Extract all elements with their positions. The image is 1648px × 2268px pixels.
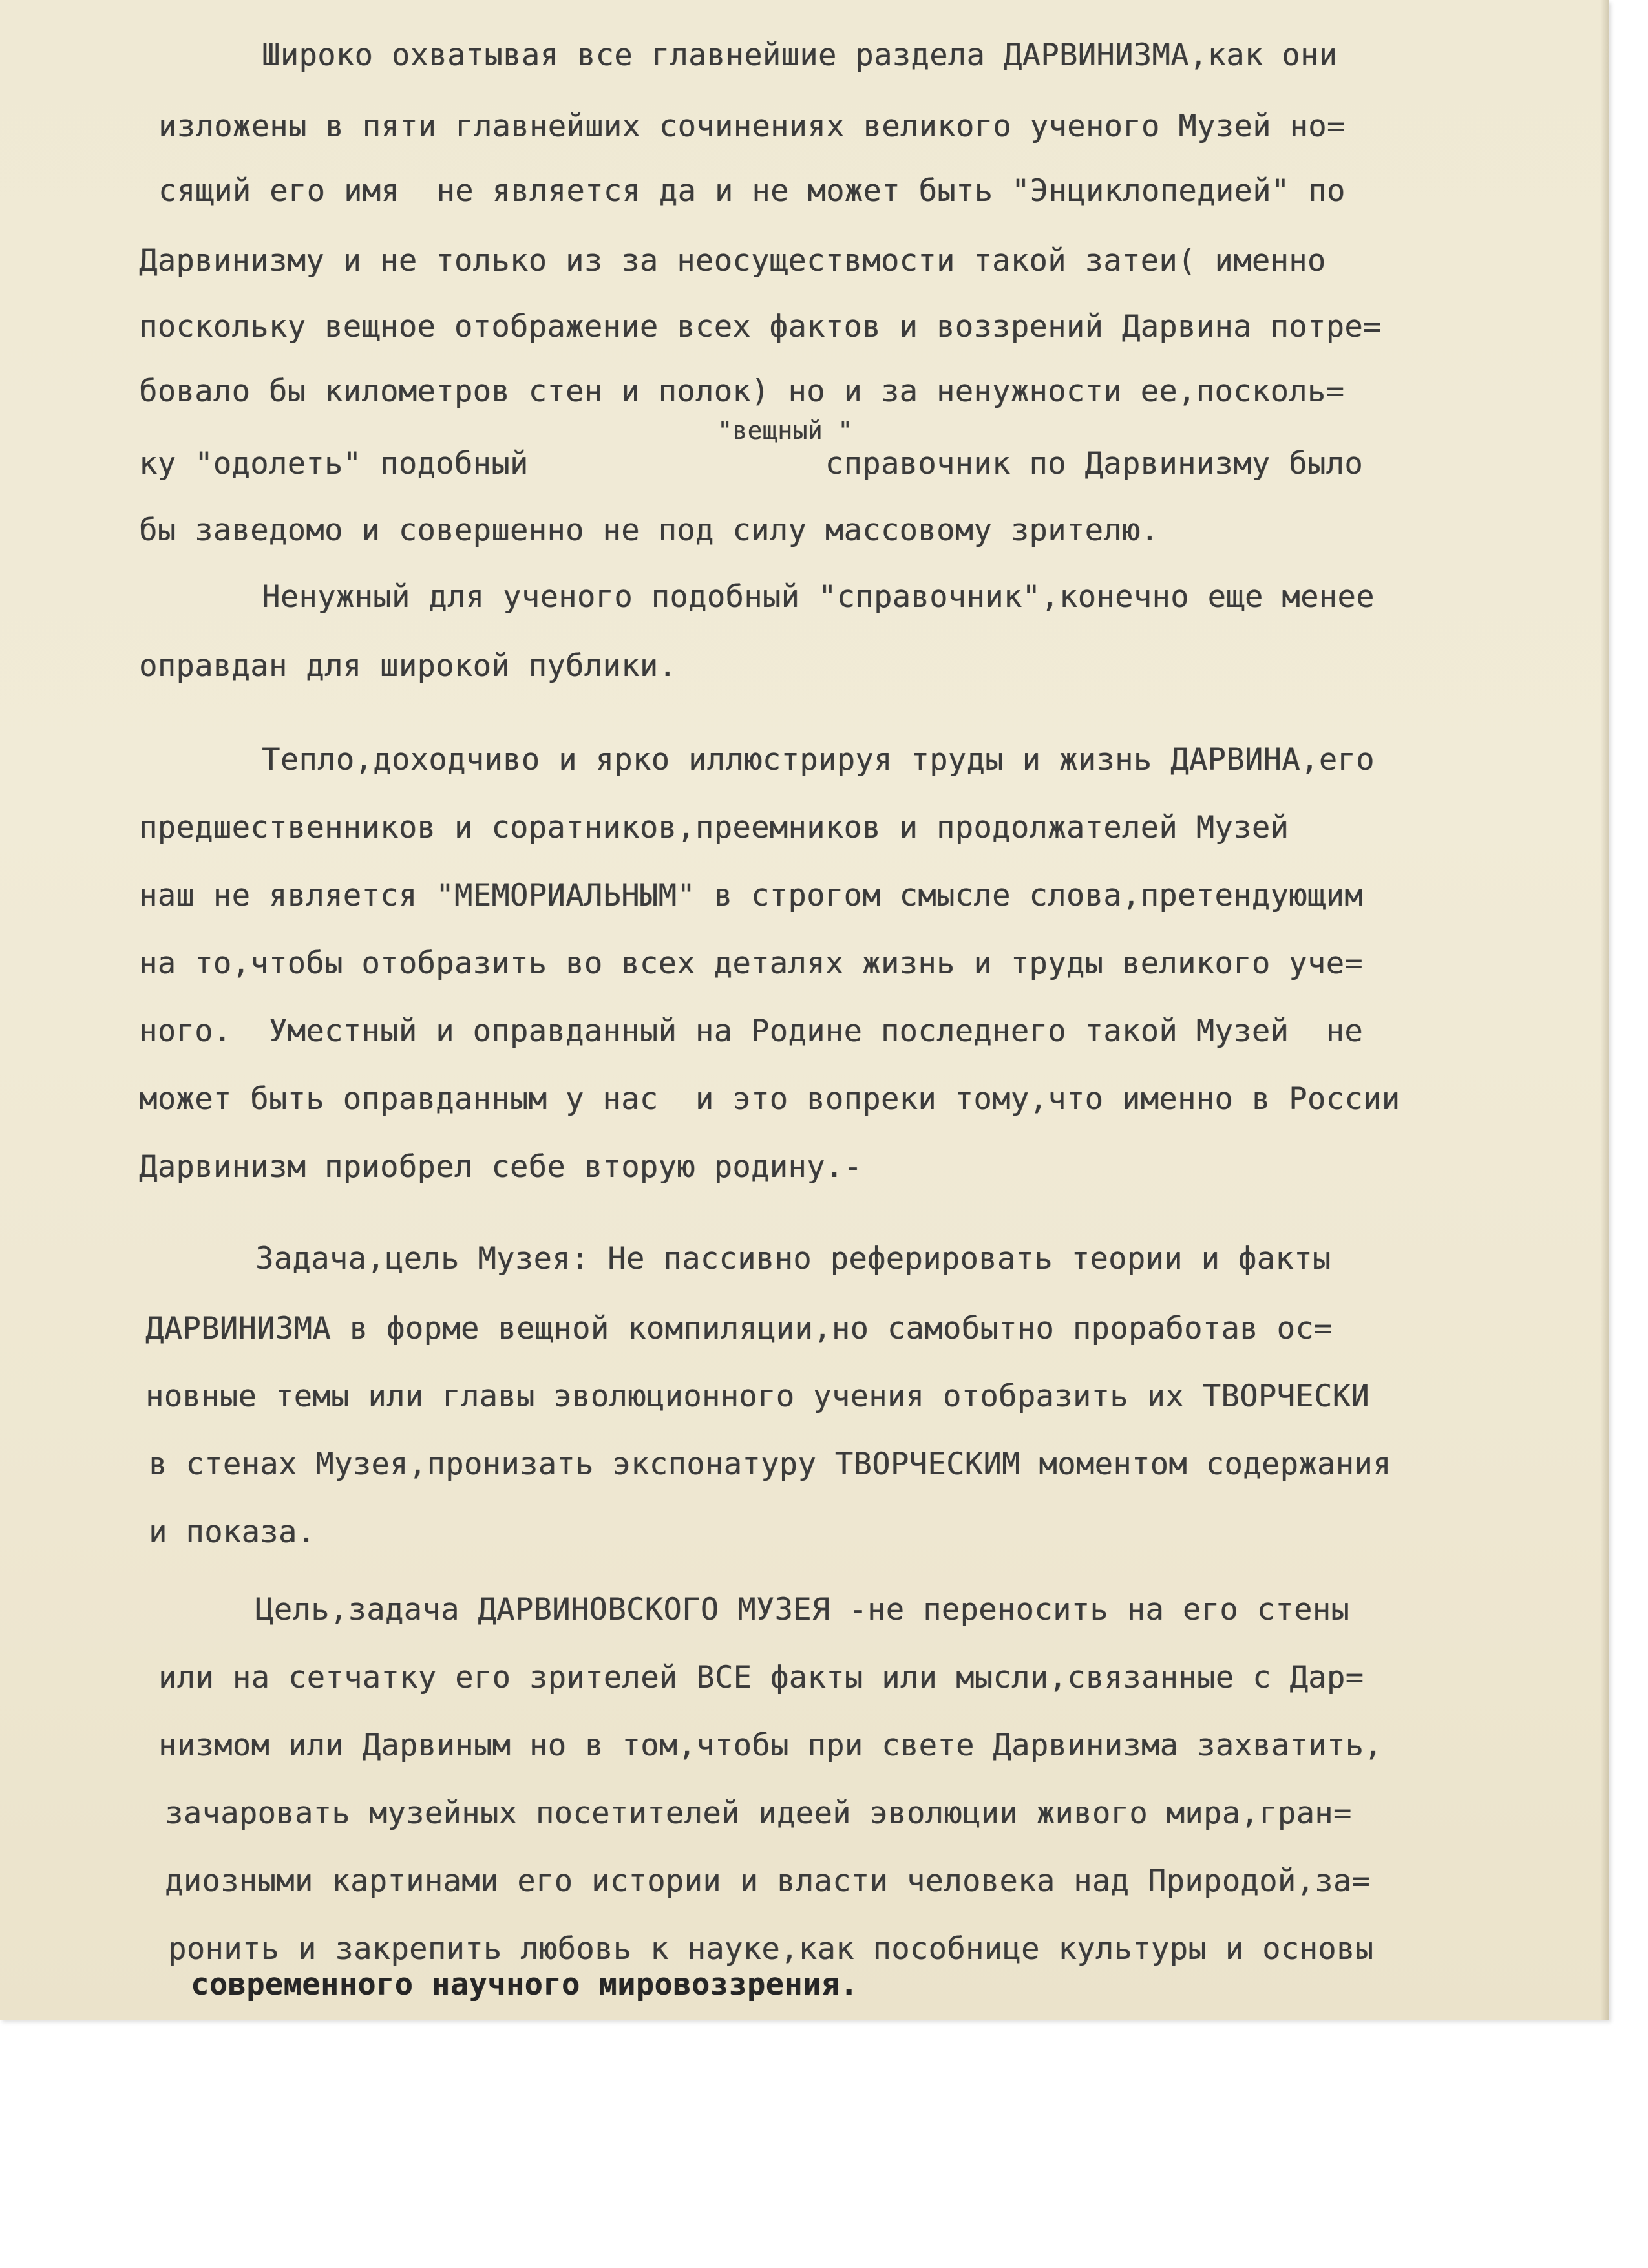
text-line: может быть оправданным у нас и это вопреки тому,что именно в России	[139, 1081, 1400, 1117]
text-line: ку "одолеть" подобный справочник по Дарвинизму было	[139, 446, 1363, 482]
text-line: ронить и закрепить любовь к науке,как пособнице культуры и основы	[168, 1931, 1374, 1967]
text-line: поскольку вещное отображение всех фактов и воззрений Дарвина потре=	[139, 309, 1382, 344]
text-line: наш не является "МЕМОРИАЛЬНЫМ" в строгом смысле слова,претендующим	[139, 878, 1363, 913]
text-line: в стенах Музея,пронизать экспонатуру ТВОРЧЕСКИМ моментом содержания	[149, 1447, 1391, 1482]
text-line: бы заведомо и совершенно не под силу массовому зрителю.	[139, 513, 1159, 548]
text-line: Дарвинизм приобрел себе вторую родину.-	[139, 1149, 863, 1185]
text-line: ДАРВИНИЗМА в форме вещной компиляции,но самобытно проработав ос=	[145, 1311, 1333, 1346]
text-line: на то,чтобы отобразить во всех деталях жизнь и труды великого уче=	[139, 946, 1363, 981]
text-line: и показа.	[149, 1514, 316, 1550]
text-line: новные темы или главы эволюционного учения отобразить их ТВОРЧЕСКИ	[145, 1379, 1369, 1414]
text-line: Широко охватывая все главнейшие раздела ДАРВИНИЗМА,как они	[262, 37, 1338, 73]
text-line: современного научного мировоззрения.	[191, 1967, 859, 2002]
text-line: зачаровать музейных посетителей идеей эволюции живого мира,гран=	[165, 1796, 1352, 1831]
text-line: или на сетчатку его зрителей ВСЕ факты или мысли,связанные с Дар=	[158, 1660, 1364, 1695]
text-line: диозными картинами его истории и власти человека над Природой,за=	[165, 1863, 1371, 1899]
text-line: Тепло,доходчиво и ярко иллюстрируя труды и жизнь ДАРВИНА,его	[262, 742, 1375, 778]
text-line: низмом или Дарвиным но в том,чтобы при свете Дарвинизма захватить,	[158, 1728, 1382, 1763]
text-line: оправдан для широкой публики.	[139, 648, 677, 684]
text-line: ного. Уместный и оправданный на Родине последнего такой Музей не	[139, 1013, 1363, 1049]
text-line: Дарвинизму и не только из за неосуществмости такой затеи( именно	[139, 243, 1326, 279]
text-line: бовало бы километров стен и полок) но и за ненужности ее,посколь=	[139, 374, 1345, 409]
text-line: предшественников и соратников,преемников и продолжателей Музей	[139, 810, 1289, 845]
text-line: сящий его имя не является да и не может быть "Энциклопедией" по	[158, 173, 1346, 209]
text-line: Задача,цель Музея: Не пассивно реферировать теории и факты	[255, 1241, 1331, 1277]
inserted-word: "вещный "	[717, 416, 853, 445]
text-line: Цель,задача ДАРВИНОВСКОГО МУЗЕЯ -не переносить на его стены	[255, 1592, 1350, 1627]
text-line: Ненужный для ученого подобный "справочник",конечно еще менее	[262, 579, 1375, 615]
text-line: изложены в пяти главнейших сочинениях великого ученого Музей но=	[158, 109, 1346, 144]
